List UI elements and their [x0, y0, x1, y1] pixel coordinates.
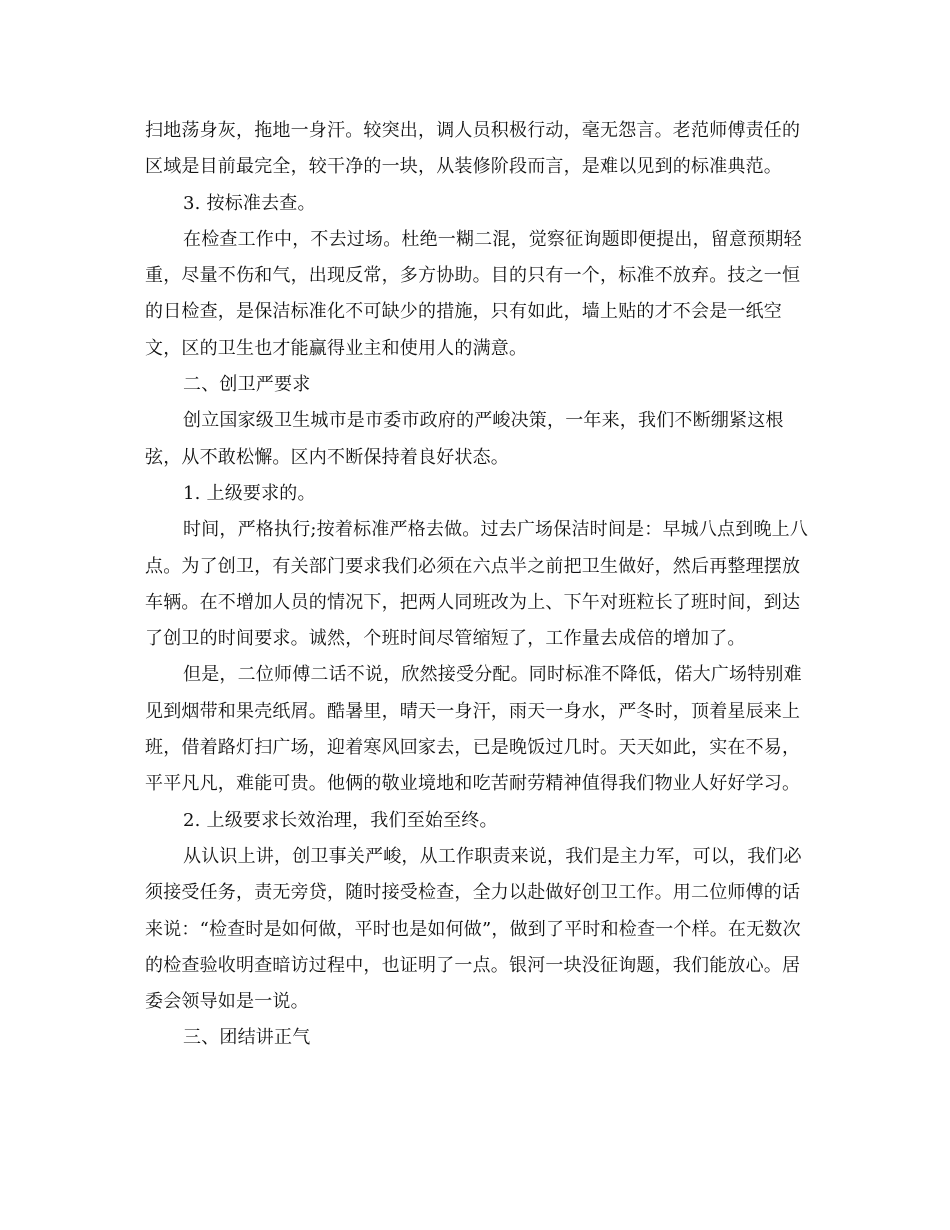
- section-heading: 三、团结讲正气: [183, 1027, 311, 1049]
- numbered-heading: 2. 上级要求长效治理，我们至始至终。: [183, 809, 498, 831]
- numbered-heading: 1. 上级要求的。: [183, 482, 316, 504]
- paragraph: 扫地荡身灰，拖地一身汗。较突出，调人员积极行动，毫无怨言。老范师傅责任的区域是目前最完全，较干净的一块，从装修阶段而言，是难以见到的标准典范。: [145, 120, 801, 178]
- numbered-heading: 3. 按标准去查。: [183, 192, 316, 214]
- paragraph: 在检查工作中，不去过场。杜绝一糊二混，觉察征询题即便提出，留意预期轻重，尽量不伤和气，出现反常，多方协助。目的只有一个，标准不放弃。技之一恒的日检查，是保洁标准化不可缺少的措施，只有如此，墙上贴的才不会是一纸空文，区的卫生也才能赢得业主和使用人的满意。: [145, 228, 802, 359]
- paragraph: 但是，二位师傅二话不说，欣然接受分配。同时标准不降低，偌大广场特别难见到烟带和果壳纸屑。酷暑里，晴天一身汗，雨天一身水，严冬时，顶着星辰来上班，借着路灯扫广场，迎着寒风回家去，已是晚饭过几时。天天如此，实在不易，平平凡凡，难能可贵。他俩的敬业境地和吃苦耐劳精神值得我们物业人好好学习。: [145, 664, 802, 795]
- paragraph: 时间，严格执行;按着标准严格去做。过去广场保洁时间是：早城八点到晚上八点。为了创卫，有关部门要求我们必须在六点半之前把卫生做好，然后再整理摆放车辆。在不增加人员的情况下，把两人同班改为上、下午对班粒长了班时间，到达了创卫的时间要求。诚然，个班时间尽管缩短了，工作量去成倍的增加了。: [145, 519, 809, 650]
- paragraph: 创立国家级卫生城市是市委市政府的严峻决策，一年来，我们不断绷紧这根弦，从不敢松懈。区内不断保持着良好状态。: [145, 410, 784, 468]
- document-body: [145, 113, 810, 1057]
- section-heading: 二、创卫严要求: [183, 374, 311, 396]
- paragraph: 从认识上讲，创卫事关严峻，从工作职责来说，我们是主力军，可以，我们必须接受任务，责无旁贷，随时接受检查，全力以赴做好创卫工作。用二位师傅的话来说：“检查时是如何做，平时也是如何做”，做到了平时和检查一个样。在无数次的检查验收明查暗访过程中，也证明了一点。银河一块没征询题，我们能放心。居委会领导如是一说。: [145, 845, 802, 1013]
